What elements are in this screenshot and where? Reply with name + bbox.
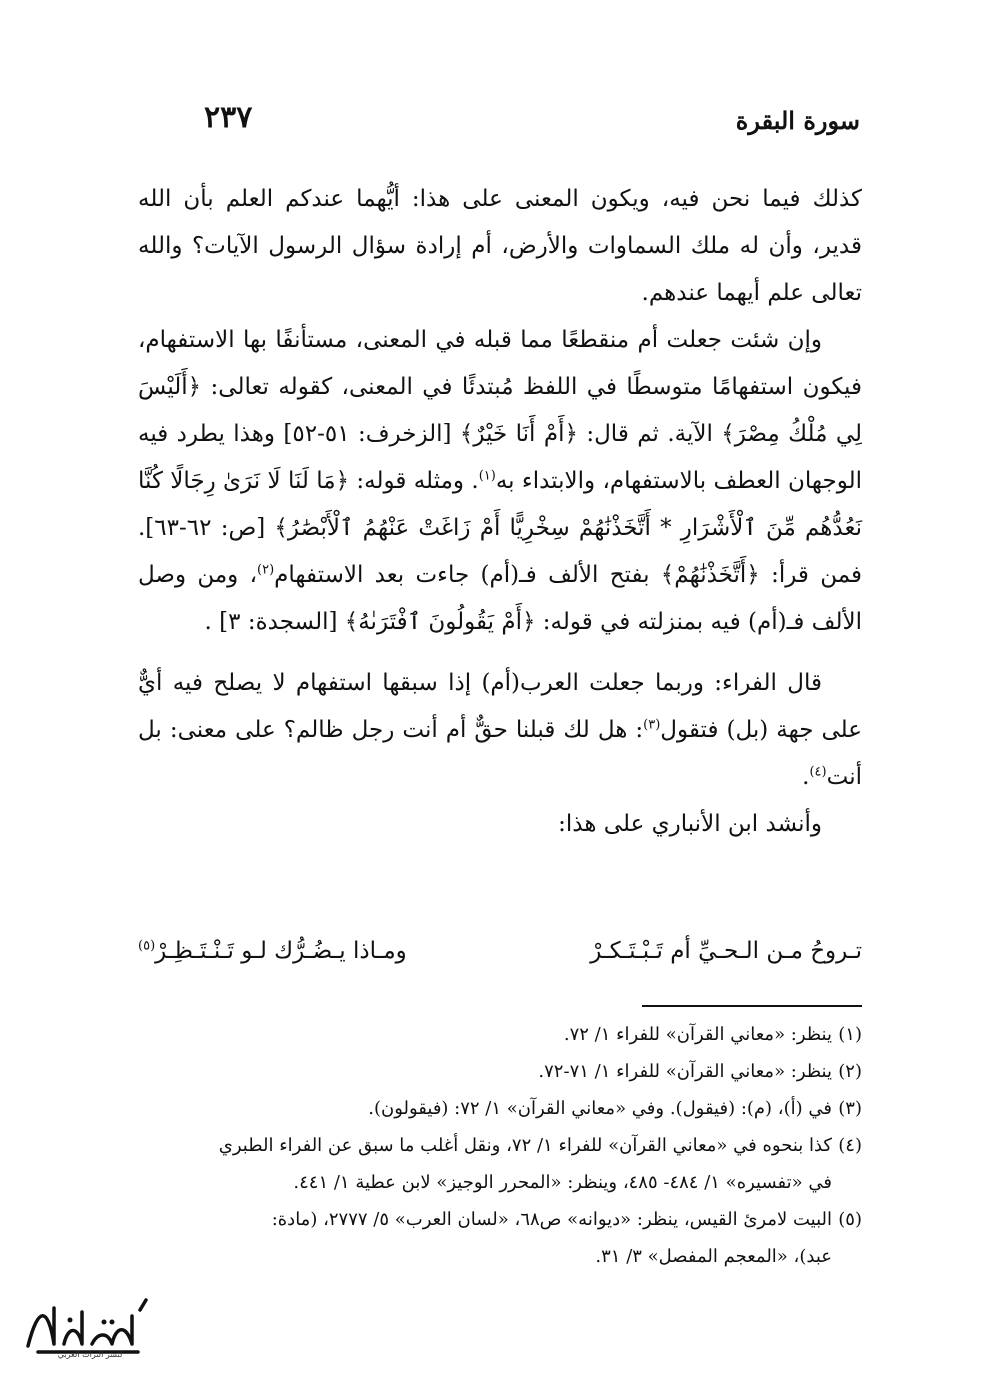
publisher-logo-caption: لنشر التراث العربي [57, 1350, 123, 1359]
paragraph-3-part-b: : هل لك قبلنا حقٌّ أم أنت رجل ظالم؟ على معنى: بل أنت [138, 717, 862, 790]
verse-hemistich-1: تـروحُ مـن الـحـيِّ أم تَـبْـتَـكـرْ [590, 938, 862, 964]
footnote-ref-2[interactable]: (٢) [257, 562, 275, 578]
paragraph-2-part-c: ، ومن وصل الألف فـ(أم) فيه بمنزلته في قوله: ﴿أَمْ يَقُولُونَ ٱفْتَرَىٰهُ﴾ [السجدة: ٣] . [138, 562, 862, 635]
poetry-verse [138, 932, 862, 978]
footnote-ref-3[interactable]: (٣) [643, 717, 661, 733]
footnote-ref-1[interactable]: (١) [478, 468, 496, 484]
footnote-divider [642, 1005, 862, 1007]
paragraph-3-part-a: قال الفراء: وربما جعلت العرب(أم) إذا سبقها استفهام لا يصلح فيه أيٌّ على جهة (بل) فتقول [138, 670, 862, 743]
footnote-4-number: (٤) [838, 1135, 862, 1156]
footnote-5 [138, 1201, 862, 1238]
footnote-2-text: ينظر: «معاني القرآن» للفراء ١/ ٧١-٧٢. [538, 1061, 832, 1082]
footnote-1-text: ينظر: «معاني القرآن» للفراء ١/ ٧٢. [563, 1024, 832, 1045]
footnote-5-number: (٥) [838, 1209, 862, 1230]
paragraph-1: كذلك فيما نحن فيه، ويكون المعنى على هذا: أيُّهما عندكم العلم بأن الله قدير، وأن له ملك السماوات والأرض، أم إرادة سؤال الرسول الآيات؟ والله تعالى علم أيهما عندهم. [138, 186, 862, 306]
footnote-4-text-line-1: كذا بنحوه في «معاني القرآن» للفراء ١/ ٧٢، ونقل أغلب ما سبق عن الفراء الطبري [218, 1135, 832, 1156]
main-text [138, 176, 862, 848]
footnote-4-continued: في «تفسيره» ١/ ٤٨٤- ٤٨٥، وينظر: «المحرر الوجيز» لابن عطية ١/ ٤٤١. [293, 1172, 832, 1193]
footnote-5-continued: عبد)، «المعجم المفصل» ٣/ ٣١. [595, 1246, 832, 1267]
paragraph-4: وأنشد ابن الأنباري على هذا: [558, 811, 822, 837]
surah-name: سورة البقرة [735, 106, 860, 135]
footnote-3-text: في (أ)، (م): (فيقول). وفي «معاني القرآن» ١/ ٧٢: (فيقولون). [368, 1098, 832, 1119]
footnote-4 [138, 1127, 862, 1164]
footnote-2-number: (٢) [838, 1061, 862, 1082]
paragraph-2 [138, 317, 862, 646]
page-number: ٢٣٧ [204, 100, 253, 135]
paragraph-3-part-c: . [802, 764, 810, 790]
paragraph-2-part-b: . ومثله قوله: ﴿مَا لَنَا لَا نَرَىٰ رِجَالًا كُنَّا نَعُدُّهُم مِّنَ ٱلْأَشْرَارِ * أَتَّخَذْنَٰهُمْ سِخْرِيًّا أَمْ زَاغَتْ عَنْهُمُ ٱلْأَبْصَٰرُ﴾ [ص: ٦٢-٦٣]. فمن قرأ: ﴿أَتَّخَذْنَٰهُمْ﴾ بفتح الألف فـ(أم) جاءت بعد الاستفهام [138, 468, 862, 588]
footnote-2 [138, 1053, 862, 1090]
footnote-1 [138, 1016, 862, 1053]
footnote-3 [138, 1090, 862, 1127]
footnote-ref-4[interactable]: (٤) [809, 764, 827, 780]
footnotes [138, 1016, 862, 1275]
verse-hemistich-2 [138, 938, 407, 964]
paragraph-3 [138, 660, 862, 801]
publisher-logo [8, 1286, 158, 1370]
running-header [140, 96, 860, 146]
paragraph-2-part-a: وإن شئت جعلت أم منقطعًا مما قبله في المعنى، مستأنفًا بها الاستفهام، فيكون استفهامًا متوسطًا في اللفظ مُبتدئًا في المعنى، كقوله تعالى: ﴿أَلَيْسَ لِي مُلْكُ مِصْرَ﴾ الآية. ثم قال: ﴿أَمْ أَنَا خَيْرٌ﴾ [الزخرف: ٥١-٥٢] وهذا يطرد فيه الوجهان العطف بالاستفهام، والابتداء به [138, 327, 862, 494]
footnote-3-number: (٣) [838, 1098, 862, 1119]
verse-hemistich-2-text: ومـاذا يـضُـرُّك لـو تَـنْـتَـظِـرْ [155, 938, 407, 964]
footnote-5-text-line-1: البيت لامرئ القيس، ينظر: «ديوانه» ص٦٨، «لسان العرب» ٥/ ٢٧٧٧، (مادة: [271, 1209, 832, 1230]
footnote-1-number: (١) [838, 1024, 862, 1045]
footnote-ref-5[interactable]: (٥) [138, 938, 156, 954]
